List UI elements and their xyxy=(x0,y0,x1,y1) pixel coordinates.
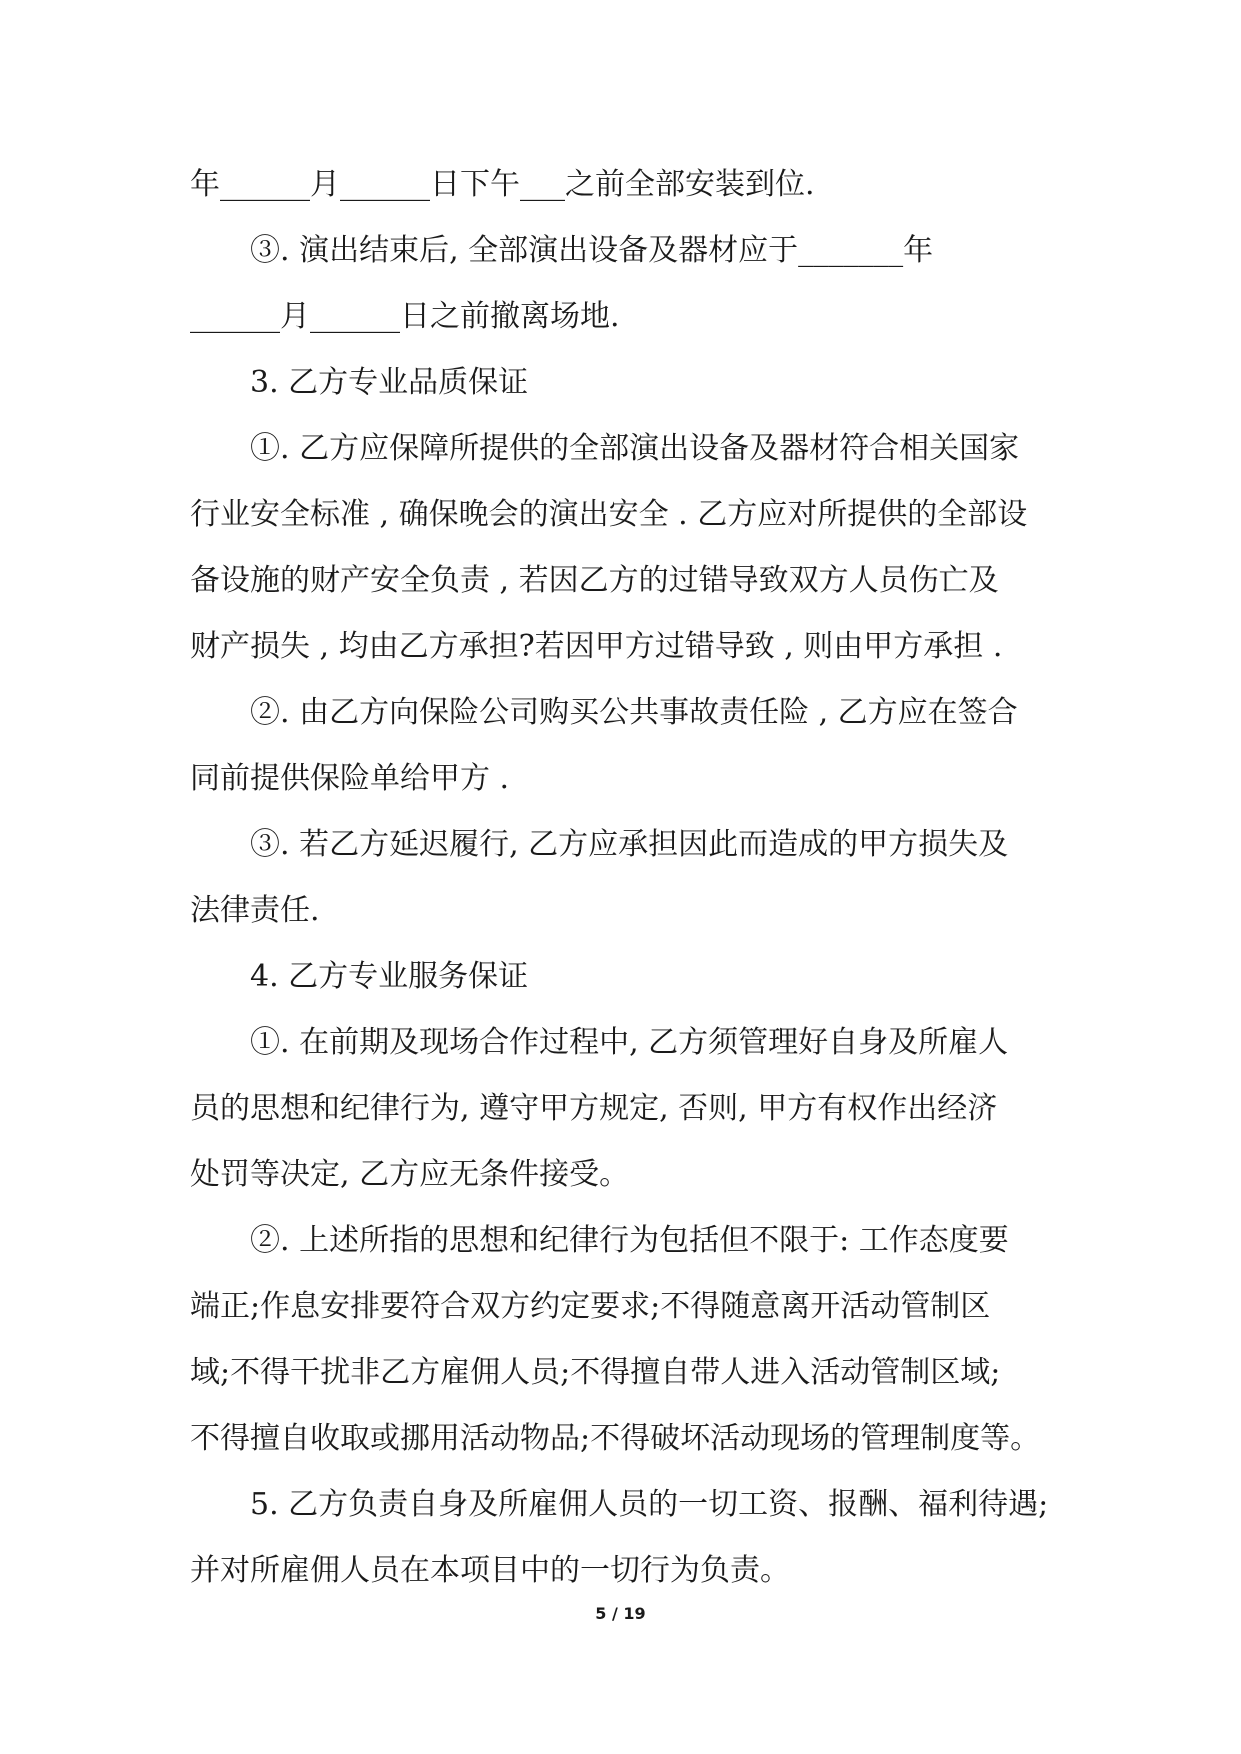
text-line: ①. 乙方应保障所提供的全部演出设备及器材符合相关国家 xyxy=(250,431,1020,466)
text-line: ②. 上述所指的思想和纪律行为包括但不限于: 工作态度要 xyxy=(250,1223,1009,1258)
section-heading: 3. 乙方专业品质保证 xyxy=(250,365,529,400)
text-line: 处罚等决定, 乙方应无条件接受。 xyxy=(190,1157,630,1192)
text-line: 年______月______日下午___之前全部安装到位. xyxy=(190,167,815,202)
text-line: ③. 演出结束后, 全部演出设备及器材应于_______年 xyxy=(250,233,934,268)
text-line: 法律责任. xyxy=(190,893,320,928)
text-line: 员的思想和纪律行为, 遵守甲方规定, 否则, 甲方有权作出经济 xyxy=(190,1091,998,1126)
text-line: ①. 在前期及现场合作过程中, 乙方须管理好自身及所雇人 xyxy=(250,1025,1009,1060)
text-line: 5. 乙方负责自身及所雇佣人员的一切工资、报酬、福利待遇; xyxy=(250,1487,1049,1522)
page-number: 5 / 19 xyxy=(595,1604,646,1623)
text-line: ______月______日之前撤离场地. xyxy=(190,299,620,334)
text-line: 端正;作息安排要符合双方约定要求;不得随意离开活动管制区 xyxy=(190,1289,991,1324)
text-line: 备设施的财产安全负责 , 若因乙方的过错导致双方人员伤亡及 xyxy=(190,563,999,598)
text-line: 并对所雇佣人员在本项目中的一切行为负责。 xyxy=(190,1553,790,1588)
text-line: 同前提供保险单给甲方 . xyxy=(190,761,510,796)
text-line: 不得擅自收取或挪用活动物品;不得破坏活动现场的管理制度等。 xyxy=(190,1421,1041,1456)
body-text xyxy=(190,152,1055,1604)
text-line: 域;不得干扰非乙方雇佣人员;不得擅自带人进入活动管制区域; xyxy=(190,1355,1001,1390)
text-line: ②. 由乙方向保险公司购买公共事故责任险 , 乙方应在签合 xyxy=(250,695,1018,730)
text-line: 财产损失 , 均由乙方承担?若因甲方过错导致 , 则由甲方承担 . xyxy=(190,629,1003,664)
text-line: 行业安全标准 , 确保晚会的演出安全 . 乙方应对所提供的全部设 xyxy=(190,497,1028,532)
section-heading: 4. 乙方专业服务保证 xyxy=(250,959,529,994)
text-line: ③. 若乙方延迟履行, 乙方应承担因此而造成的甲方损失及 xyxy=(250,827,1009,862)
